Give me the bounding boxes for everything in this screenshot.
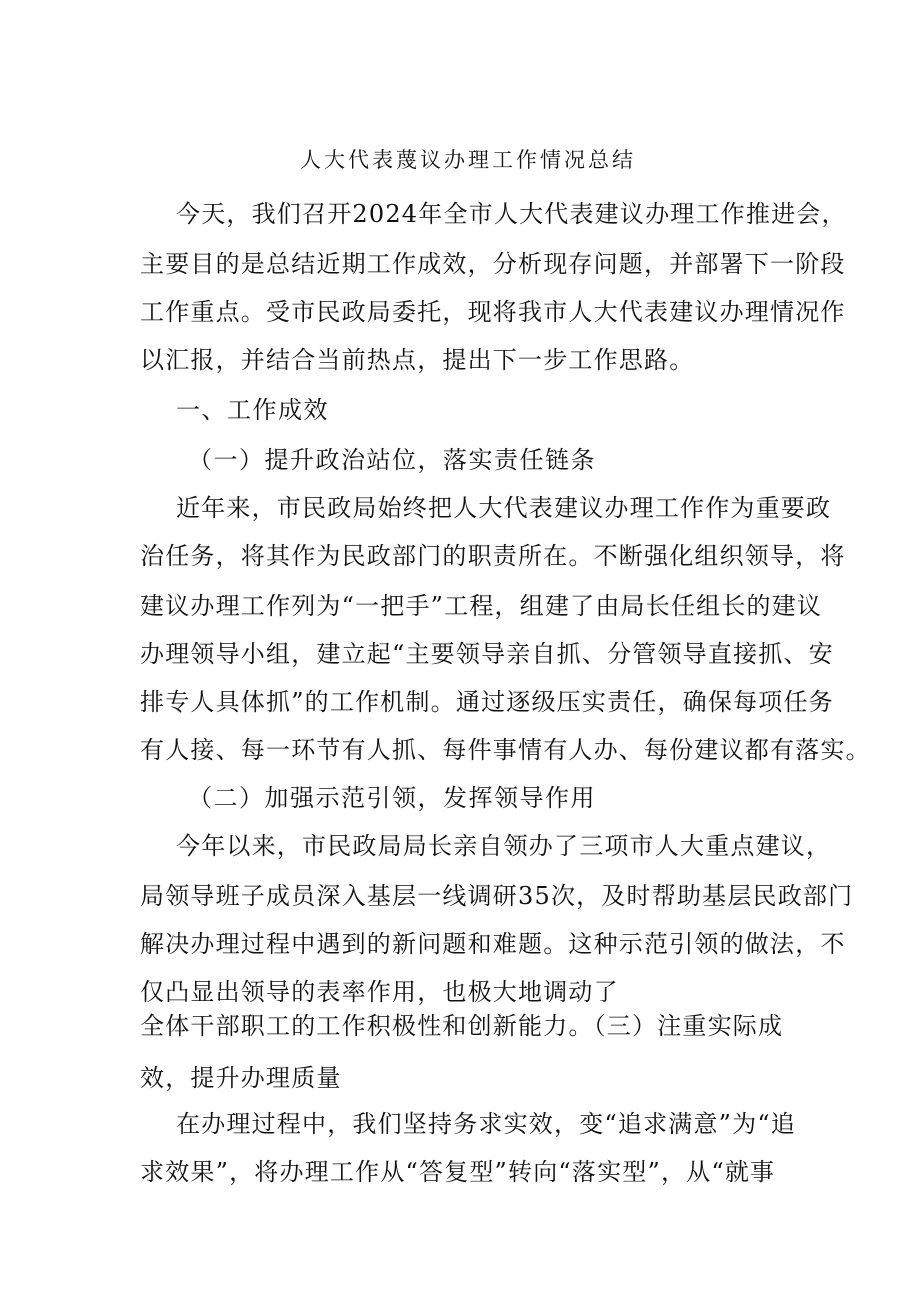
paragraph-line: 在办理过程中，我们坚持务求实效，变“追求满意”为“追 <box>176 1110 797 1138</box>
paragraph-line: 办理领导小组，建立起“主要领导亲自抓、分管领导直接抓、安 <box>140 640 834 668</box>
paragraph-line: 工作重点。受市民政局委托，现将我市人大代表建议办理情况作 <box>140 298 846 326</box>
paragraph-line: 近年来，市民政局始终把人大代表建议办理工作作为重要政 <box>176 494 832 522</box>
section-heading: 一、工作成效 <box>176 396 329 424</box>
paragraph-line: 建议办理工作列为“一把手”工程，组建了由局长任组长的建议 <box>140 592 823 620</box>
paragraph-line: 解决办理过程中遇到的新问题和难题。这种示范引领的做法，不 <box>140 930 846 958</box>
paragraph-line: 仅凸显出领导的表率作用，也极大地调动了 <box>140 978 619 1006</box>
paragraph-line: 今天，我们召开2024年全市人大代表建议办理工作推进会， <box>176 200 847 228</box>
paragraph-line: 主要目的是总结近期工作成效，分析现存问题，并部署下一阶段 <box>140 250 846 278</box>
paragraph-line: 有人接、每一环节有人抓、每件事情有人办、每份建议都有落实。 <box>140 736 871 764</box>
paragraph-line: 今年以来，市民政局局长亲自领办了三项市人大重点建议， <box>176 832 832 860</box>
paragraph-line: 治任务，将其作为民政部门的职责所在。不断强化组织领导，将 <box>140 542 846 570</box>
subsection-heading: （一）提升政治站位，落实责任链条 <box>188 446 596 474</box>
subsection-heading: （二）加强示范引领，发挥领导作用 <box>188 784 596 812</box>
paragraph-line: 排专人具体抓”的工作机制。通过逐级压实责任，确保每项任务 <box>140 688 834 716</box>
paragraph-line: 求效果”，将办理工作从“答复型”转向“落实型”，从“就事 <box>140 1158 776 1186</box>
paragraph-line: 以汇报，并结合当前热点，提出下一步工作思路。 <box>140 346 695 374</box>
paragraph-line: 局领导班子成员深入基层一线调研35次，及时帮助基层民政部门 <box>140 882 854 910</box>
paragraph-line: 全体干部职工的工作积极性和创新能力。（三）注重实际成 <box>140 1012 784 1040</box>
paragraph-line: 效，提升办理质量 <box>140 1064 342 1092</box>
document-title: 人大代表蔑议办理工作情况总结 <box>300 148 636 172</box>
